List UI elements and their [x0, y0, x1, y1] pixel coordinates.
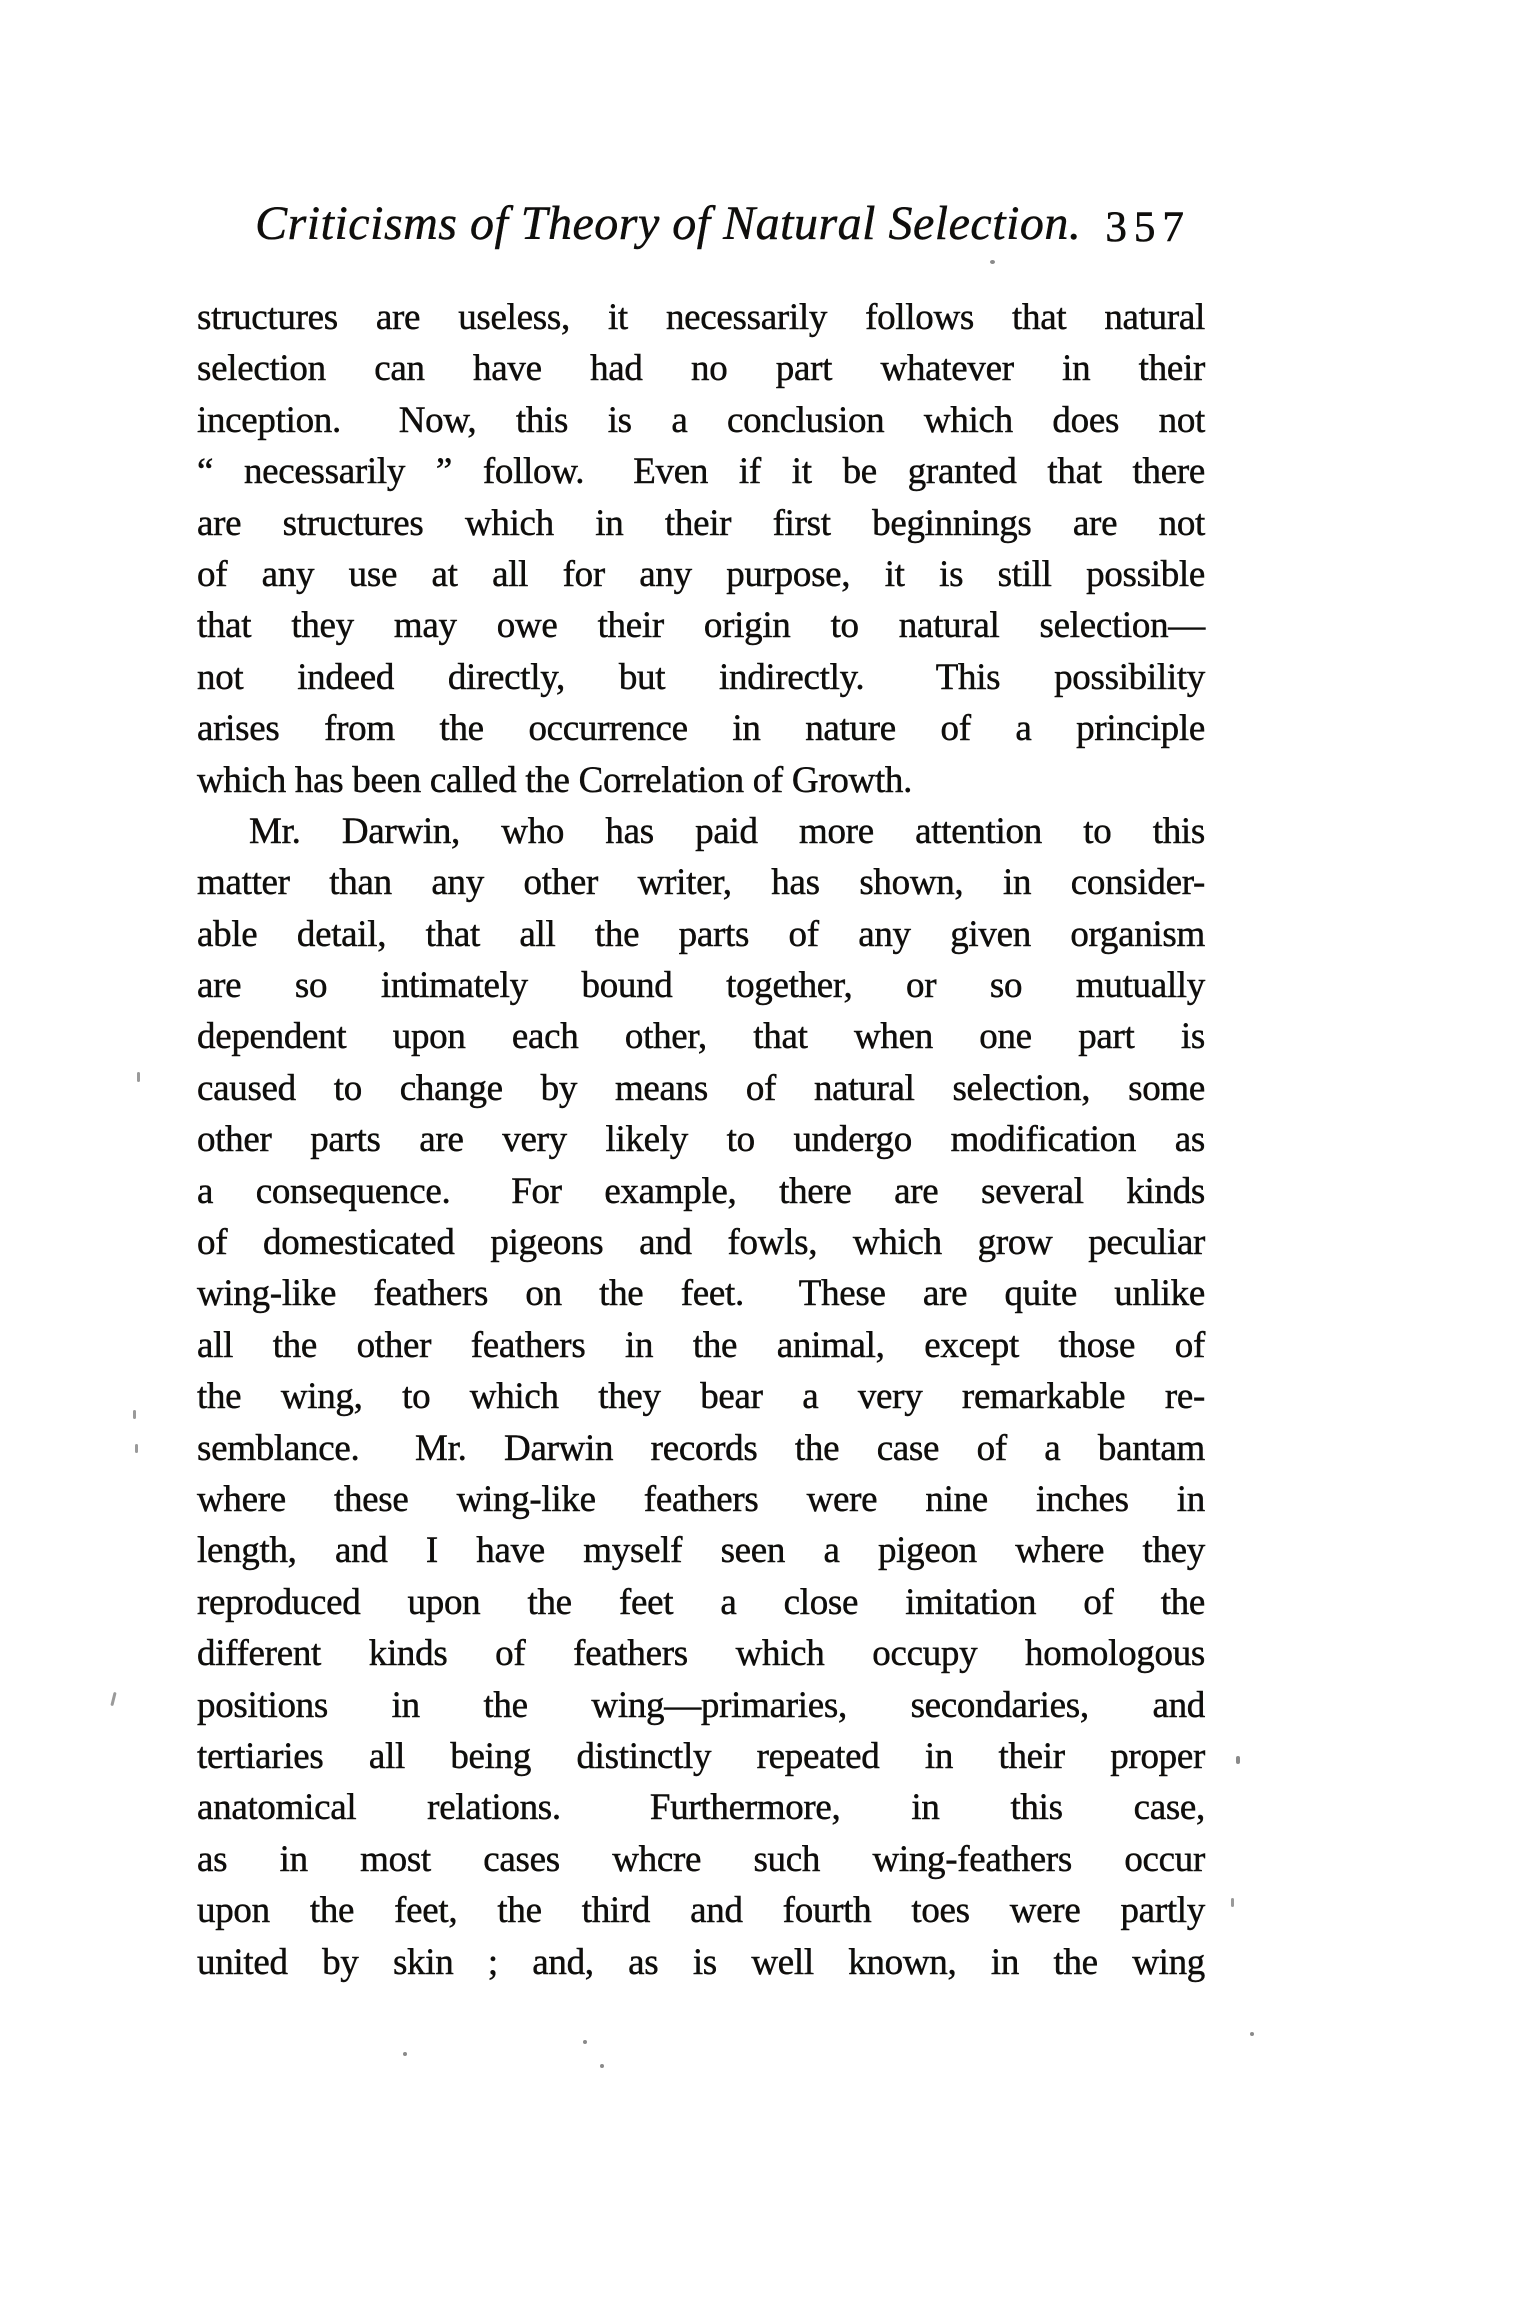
text-line: matter than any other writer, has shown, in consider-: [197, 862, 1205, 904]
scan-speck: [403, 2052, 407, 2056]
scan-speck: [135, 1444, 138, 1453]
body-text: [197, 292, 1205, 1988]
page-number: 357: [1105, 204, 1191, 251]
text-line: the wing, to which they bear a very remarkable re-: [197, 1376, 1205, 1418]
text-line: anatomical relations. Furthermore, in this case,: [197, 1787, 1205, 1829]
text-line: tertiaries all being distinctly repeated in their proper: [197, 1735, 1205, 1777]
text-line: positions in the wing—primaries, secondaries, and: [197, 1684, 1205, 1726]
running-title: Criticisms of Theory of Natural Selection.: [255, 197, 1082, 250]
text-line: caused to change by means of natural selection, some: [197, 1067, 1205, 1109]
scan-speck: [990, 260, 995, 264]
text-line: of any use at all for any purpose, it is still possible: [197, 553, 1205, 595]
text-line: united by skin ; and, as is well known, in the wing: [197, 1941, 1205, 1983]
scan-speck: [1231, 1898, 1234, 1907]
text-line: are structures which in their first beginnings are not: [197, 502, 1205, 544]
text-line: arises from the occurrence in nature of a principle: [197, 708, 1205, 750]
scan-speck: [1250, 2032, 1254, 2036]
text-line: upon the feet, the third and fourth toes were partly: [197, 1890, 1205, 1932]
text-line: of domesticated pigeons and fowls, which grow peculiar: [197, 1222, 1205, 1264]
text-line: selection can have had no part whatever in their: [197, 348, 1205, 390]
text-line: all the other feathers in the animal, except those of: [197, 1324, 1205, 1366]
text-line: length, and I have myself seen a pigeon where they: [197, 1530, 1205, 1572]
text-line: different kinds of feathers which occupy homologous: [197, 1633, 1205, 1675]
text-line: not indeed directly, but indirectly. This possibility: [197, 656, 1205, 698]
text-line: reproduced upon the feet a close imitation of the: [197, 1581, 1205, 1623]
text-line: able detail, that all the parts of any given organism: [197, 913, 1205, 955]
text-line: that they may owe their origin to natural selection—: [197, 605, 1205, 647]
text-line: semblance. Mr. Darwin records the case of a bantam: [197, 1427, 1205, 1469]
scan-speck: [583, 2040, 587, 2044]
text-line: where these wing-like feathers were nine inches in: [197, 1478, 1205, 1520]
scan-speck: [1236, 1756, 1240, 1764]
text-line: Mr. Darwin, who has paid more attention to this: [249, 810, 1205, 852]
text-line: wing-like feathers on the feet. These are quite unlike: [197, 1273, 1205, 1315]
text-line: other parts are very likely to undergo modification as: [197, 1119, 1205, 1161]
text-line: “ necessarily ” follow. Even if it be granted that there: [197, 451, 1205, 493]
text-line: are so intimately bound together, or so mutually: [197, 965, 1205, 1007]
text-line: inception. Now, this is a conclusion which does not: [197, 399, 1205, 441]
scan-speck: [133, 1410, 136, 1419]
text-line: dependent upon each other, that when one part is: [197, 1016, 1205, 1058]
scan-speck: [600, 2064, 604, 2068]
text-line: structures are useless, it necessarily follows that natural: [197, 297, 1205, 338]
text-line: which has been called the Correlation of Growth.: [197, 759, 913, 801]
scan-speck: [137, 1072, 140, 1082]
scan-speck: [110, 1692, 116, 1706]
text-line: a consequence. For example, there are several kinds: [197, 1170, 1205, 1212]
text-line: as in most cases whcre such wing-feathers occur: [197, 1838, 1205, 1880]
page-header: [197, 198, 1227, 261]
